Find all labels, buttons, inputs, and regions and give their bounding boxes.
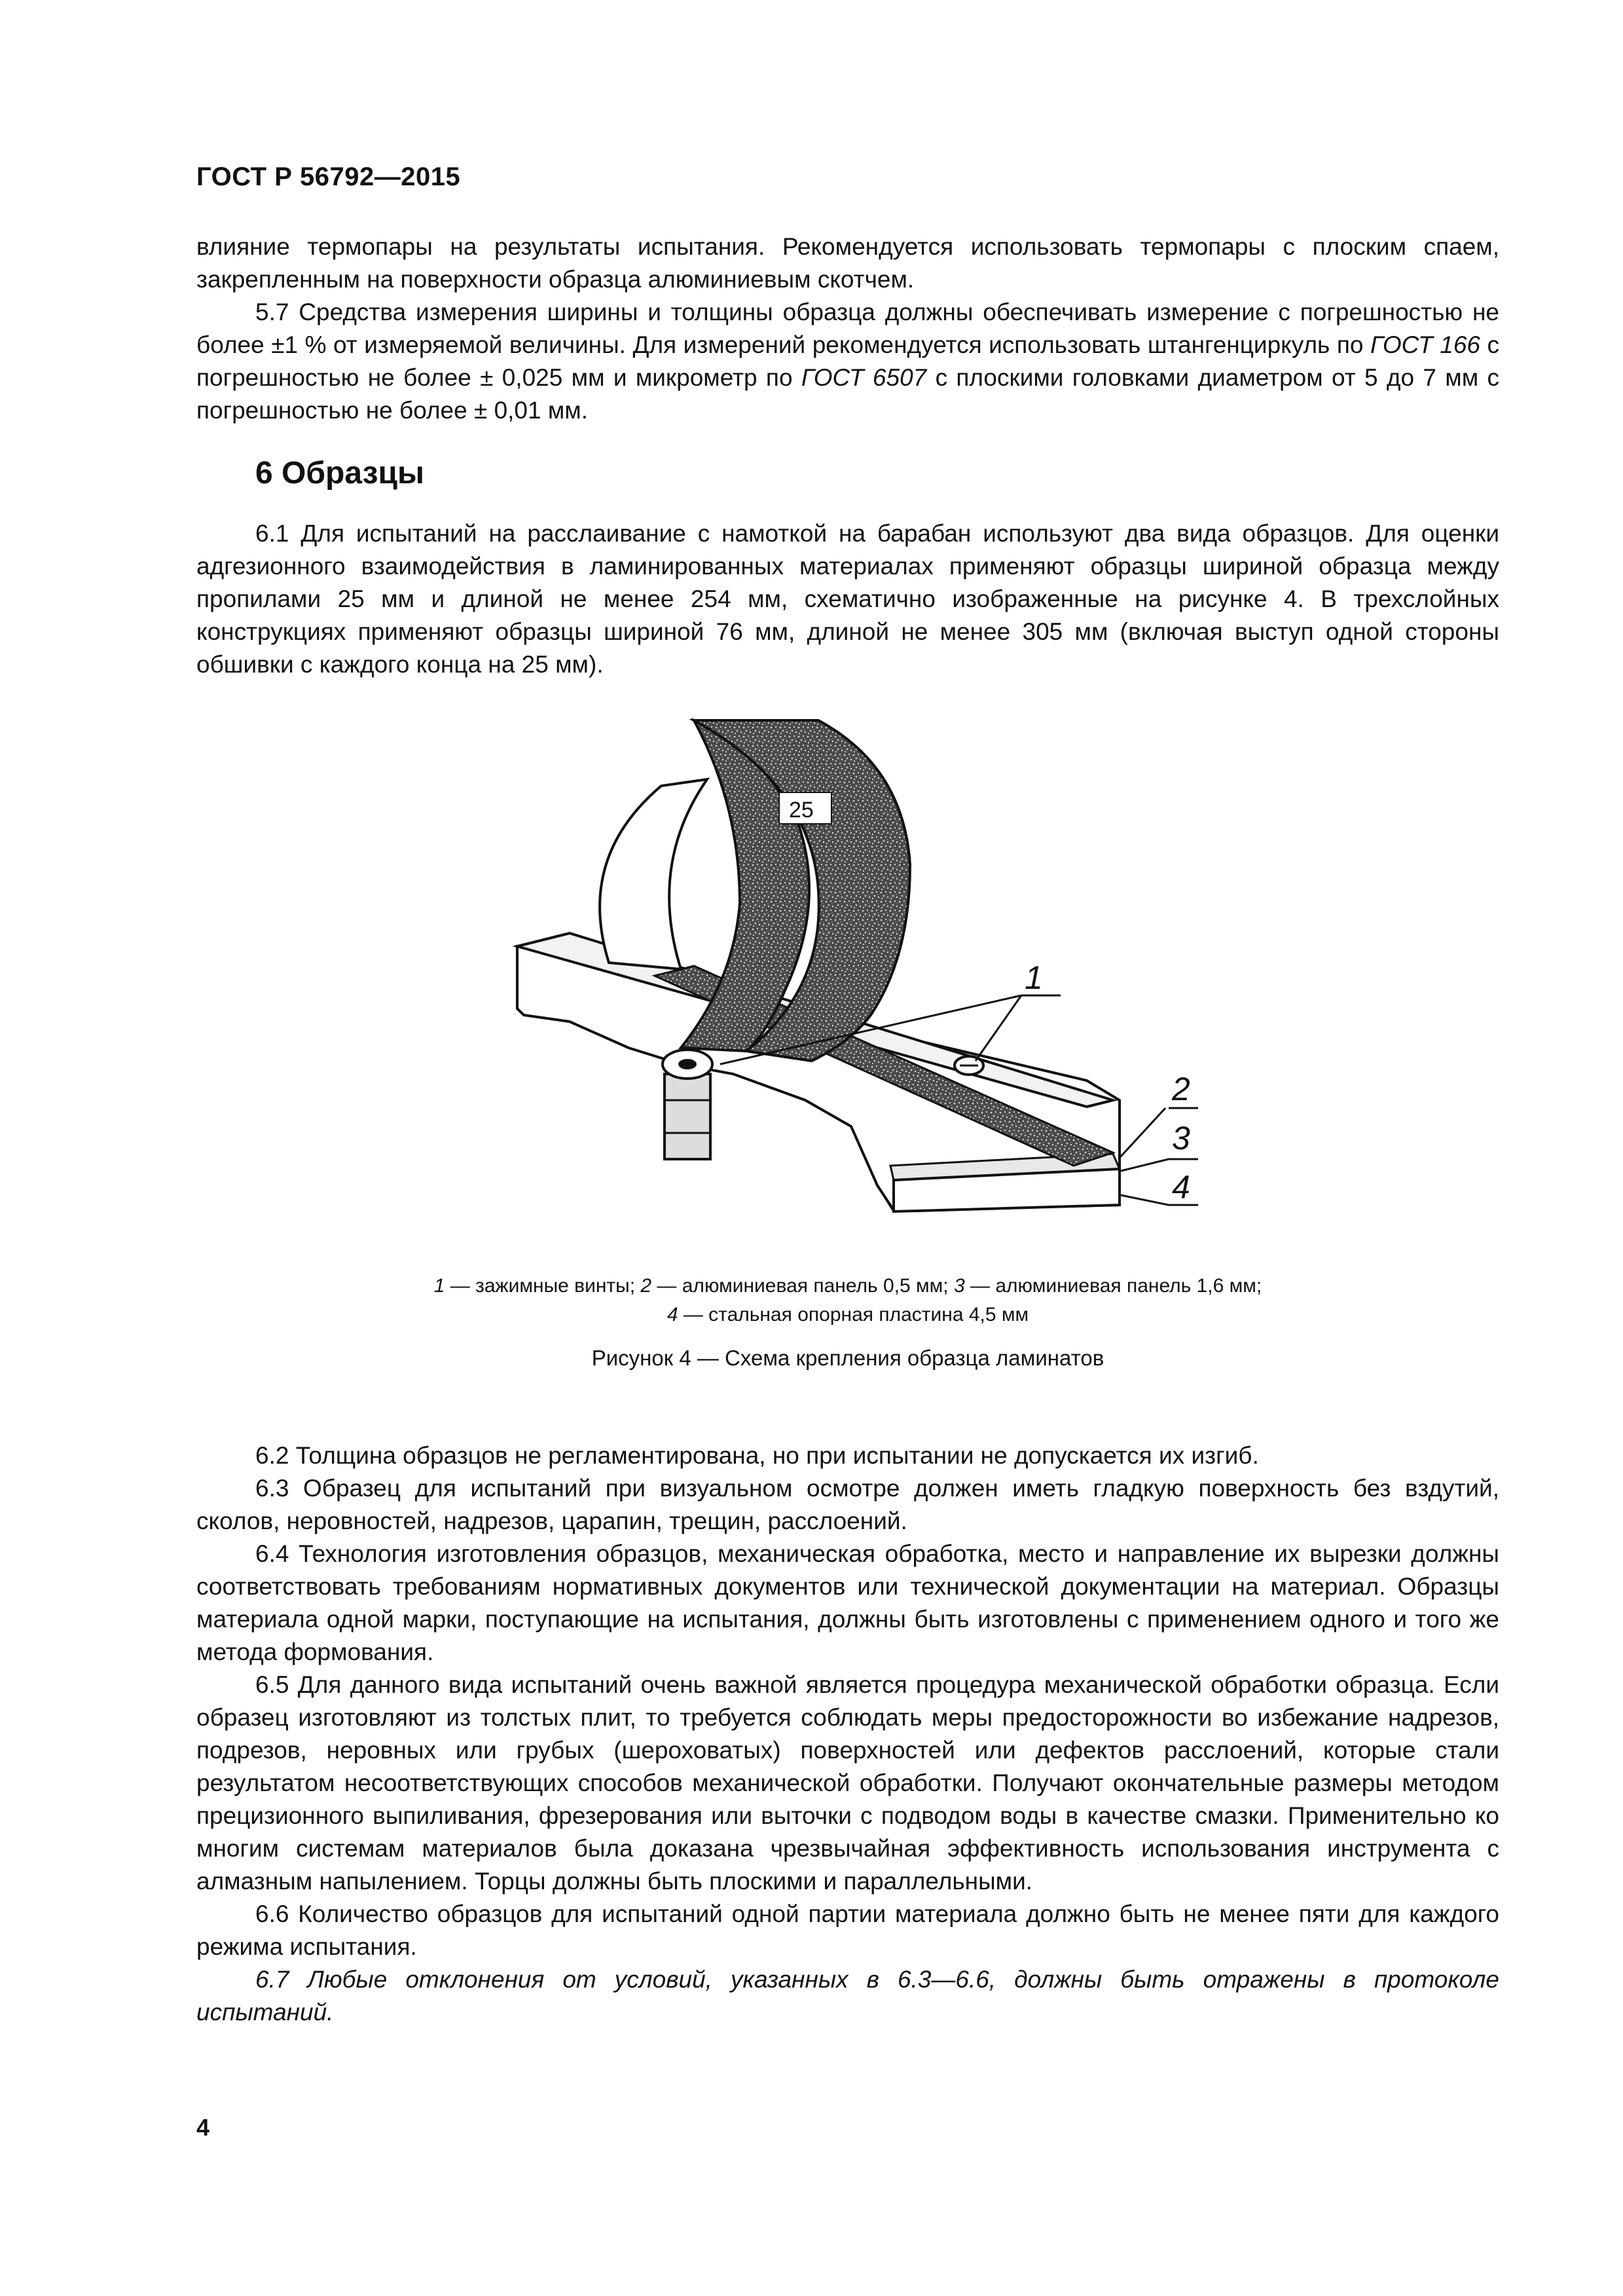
- drum-cylinder: [600, 779, 707, 969]
- callout-3-leader: [1121, 1159, 1169, 1171]
- paragraph-6-6: 6.6 Количество образцов для испытаний одной партии материала должно быть не менее пяти для каждого режима испытания.: [196, 1900, 1499, 1960]
- paragraph-5-7: [196, 296, 1499, 427]
- paragraph-6-5: 6.5 Для данного вида испытаний очень важной является процедура механической обработки образца. Если образец изготовляют из толстых плит, то требуется соблюдать меры предосторожности во избежание надрезов, подрезов, неровных или грубых (шероховатых) поверхностей или дефектов расслоений, которые стали результатом несоответствующих способов механической обработки. Получают окончательные размеры методом прецизионного выпиливания, фрезерования или выточки с подводом воды в качестве смазки. Применительно ко многим системам материалов была доказана чрезвычайная эффективность использования инструмента с алмазным напылением. Торцы должны быть плоскими и параллельными.: [196, 1671, 1499, 1895]
- paragraph-6-2: 6.2 Толщина образцов не регламентирована, но при испытании не допускается их изгиб.: [255, 1442, 1259, 1469]
- callout-2: 2: [1172, 1071, 1190, 1107]
- paragraph-6-7: [196, 1963, 1499, 2029]
- legend-num-3: 3: [953, 1275, 965, 1297]
- callout-3: 3: [1172, 1120, 1190, 1157]
- callout-4: 4: [1172, 1169, 1190, 1206]
- paragraph-6-1: [196, 517, 1499, 681]
- callout-4-leader: [1121, 1195, 1169, 1205]
- p57-part-b: с погрешностью не более ± 0,025 мм и микрометр по: [196, 331, 1499, 391]
- figure-4-legend: [196, 1272, 1499, 1329]
- legend-text-1: — зажимные винты;: [445, 1275, 641, 1297]
- legend-line-2: [196, 1301, 1499, 1329]
- callout-1: 1: [1025, 959, 1043, 996]
- screw-on-strip: [955, 1056, 983, 1075]
- paragraph-6-4: 6.4 Технология изготовления образцов, механическая обработка, место и направление их вырезки должны соответствовать требованиям нормативных документов или технической документации на материал. Образцы материала одной марки, поступающие на испытания, должны быть изготовлены с применением одного и того же метода формования.: [196, 1540, 1499, 1665]
- paragraph-6-3: 6.3 Образец для испытаний при визуальном осмотре должен иметь гладкую поверхность без вздутий, сколов, неровностей, надрезов, царапин, трещин, расслоений.: [196, 1475, 1499, 1534]
- clamping-screw: [663, 1050, 712, 1159]
- page-number: 4: [196, 2114, 210, 2141]
- legend-text-3: — алюминиевая панель 1,6 мм;: [964, 1275, 1262, 1297]
- legend-text-2: — алюминиевая панель 0,5 мм;: [651, 1275, 954, 1297]
- standard-ref-gost-6507: ГОСТ 6507: [801, 364, 927, 391]
- paragraph-5-7-text: [196, 296, 1499, 427]
- legend-text-4: — стальная опорная пластина 4,5 мм: [678, 1304, 1029, 1325]
- intro-text: влияние термопары на результаты испытания. Рекомендуется использовать термопары с плоским спаем, закрепленным на поверхности образца алюминиевым скотчем.: [196, 233, 1499, 293]
- paragraph-6-1-text: 6.1 Для испытаний на расслаивание с намоткой на барабан используют два вида образцов. Для оценки адгезионного взаимодействия в ламинированных материалах применяют образцы шириной образца между пропилами 25 мм и длиной не менее 254 мм, схематично изображенные на рисунке 4. В трехслойных конструкциях применяют образцы шириной 76 мм, длиной не менее 305 мм (включая выступ одной стороны обшивки с каждого конца на 25 мм).: [196, 520, 1499, 678]
- callout-2-leader: [1120, 1108, 1165, 1158]
- figure-4-caption: Рисунок 4 — Схема крепления образца ламинатов: [591, 1346, 1104, 1370]
- figure-4: [0, 707, 1623, 1257]
- legend-num-2: 2: [640, 1275, 652, 1297]
- figure-4-drawing: [0, 707, 1623, 1257]
- legend-num-4: 4: [666, 1304, 678, 1325]
- legend-line-1: [196, 1272, 1499, 1301]
- intro-paragraph: [196, 231, 1499, 296]
- dimension-label-25: 25: [789, 798, 814, 823]
- paragraph-6-7-text: 6.7 Любые отклонения от условий, указанных в 6.3—6.6, должны быть отражены в протоколе испытаний.: [196, 1966, 1499, 2026]
- legend-num-1: 1: [433, 1275, 445, 1297]
- document-header: ГОСТ Р 56792—2015: [196, 162, 461, 191]
- paragraphs-6-2-to-6-7: [196, 1439, 1499, 2029]
- section-title: 6 Образцы: [255, 456, 424, 491]
- p57-part-a: 5.7 Средства измерения ширины и толщины образца должны обеспечивать измерение с погрешностью не более ±1 % от измеряемой величины. Для измерений рекомендуется использовать штангенциркуль по: [196, 299, 1499, 358]
- p57-part-c: с плоскими головками диаметром от 5 до 7 мм с погрешностью не более ± 0,01 мм.: [196, 364, 1499, 424]
- standard-ref-gost-166: ГОСТ 166: [1370, 331, 1480, 358]
